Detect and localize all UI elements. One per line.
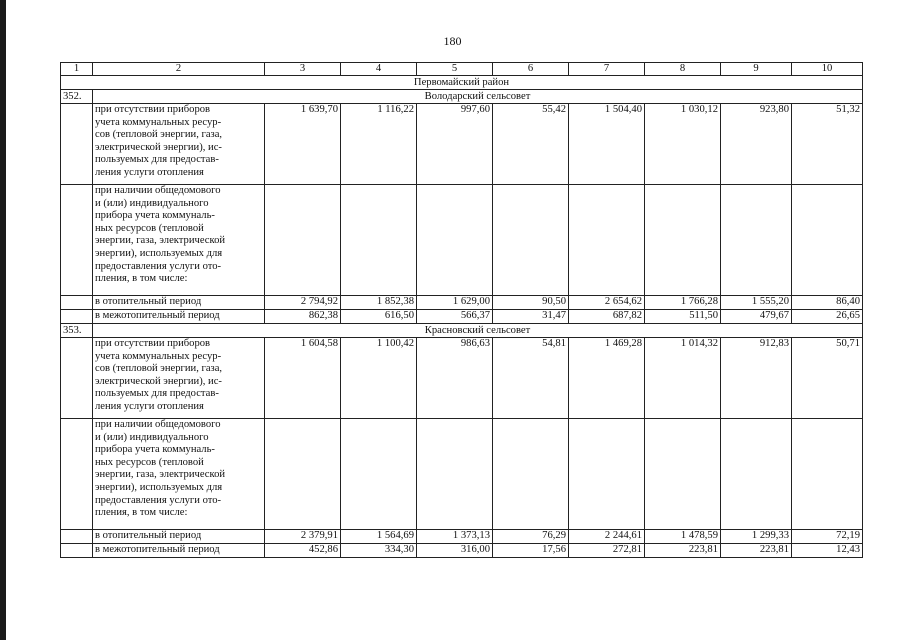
- value-cell-col-5: 1 629,00: [417, 296, 493, 310]
- value-cell-col-8: 1 014,32: [645, 338, 721, 419]
- value-cell-col-4: 1 852,38: [341, 296, 417, 310]
- empty-cell: [61, 544, 93, 558]
- value-cell-col-3: 1 604,58: [265, 338, 341, 419]
- description-line: в отопительный период: [95, 530, 202, 541]
- value-cell-col-7: 687,82: [569, 310, 645, 324]
- row-description: [93, 185, 265, 296]
- description-line: и (или) индивидуального: [95, 431, 209, 443]
- column-number: 3: [265, 63, 341, 76]
- section-number: 353.: [61, 324, 93, 338]
- value-cell-col-6: 31,47: [493, 310, 569, 324]
- value-cell-col-10: 86,40: [792, 296, 863, 310]
- description-line: сов (тепловой энергии, газа,: [95, 129, 223, 141]
- description-line: в межотопительный период: [95, 310, 220, 321]
- value-cell-col-9: 1 299,33: [721, 530, 792, 544]
- empty-cell: [61, 419, 93, 530]
- column-number: 9: [721, 63, 792, 76]
- column-number: 1: [61, 63, 93, 76]
- description-line: электрической энергии), ис-: [95, 375, 222, 387]
- value-cell-col-9: 1 555,20: [721, 296, 792, 310]
- description-line: ных ресурсов (тепловой: [95, 222, 204, 234]
- table-row: [61, 544, 863, 558]
- table-row: [61, 185, 863, 296]
- column-number: 6: [493, 63, 569, 76]
- table-row: [61, 310, 863, 324]
- value-cell-col-10: 51,32: [792, 104, 863, 185]
- table-body: [61, 63, 863, 558]
- value-cell-col-6: 90,50: [493, 296, 569, 310]
- row-description: [93, 530, 265, 544]
- value-cell-col-9: [721, 419, 792, 530]
- empty-cell: [61, 338, 93, 419]
- value-cell-col-9: 923,80: [721, 104, 792, 185]
- value-cell-col-8: [645, 419, 721, 530]
- value-cell-col-5: [417, 185, 493, 296]
- table-row: [61, 338, 863, 419]
- district-row: [61, 76, 863, 90]
- value-cell-col-7: 2 654,62: [569, 296, 645, 310]
- value-cell-col-4: 334,30: [341, 544, 417, 558]
- value-cell-col-10: 50,71: [792, 338, 863, 419]
- value-cell-col-5: 986,63: [417, 338, 493, 419]
- value-cell-col-3: [265, 419, 341, 530]
- table-row: [61, 419, 863, 530]
- description-line: энергии, газа, электрической: [95, 235, 226, 247]
- value-cell-col-3: 1 639,70: [265, 104, 341, 185]
- value-cell-col-3: 452,86: [265, 544, 341, 558]
- table-row: [61, 104, 863, 185]
- row-description: [93, 419, 265, 530]
- value-cell-col-4: 1 100,42: [341, 338, 417, 419]
- description-line: предоставления услуги ото-: [95, 260, 222, 272]
- column-number: 5: [417, 63, 493, 76]
- column-number-row: [61, 63, 863, 76]
- description-line: прибора учета коммуналь-: [95, 210, 215, 222]
- description-line: при наличии общедомового: [95, 419, 221, 430]
- value-cell-col-5: 997,60: [417, 104, 493, 185]
- value-cell-col-7: [569, 419, 645, 530]
- value-cell-col-6: 17,56: [493, 544, 569, 558]
- empty-cell: [61, 530, 93, 544]
- empty-cell: [61, 104, 93, 185]
- value-cell-col-4: [341, 419, 417, 530]
- value-cell-col-9: 912,83: [721, 338, 792, 419]
- scan-edge: [0, 0, 6, 640]
- section-name: Красновский сельсовет: [93, 324, 863, 338]
- value-cell-col-5: [417, 419, 493, 530]
- description-line: электрической энергии), ис-: [95, 141, 222, 153]
- description-line: ления услуги отопления: [95, 166, 204, 178]
- value-cell-col-6: [493, 419, 569, 530]
- value-cell-col-3: 2 794,92: [265, 296, 341, 310]
- value-cell-col-9: 223,81: [721, 544, 792, 558]
- row-description: [93, 544, 265, 558]
- tariff-table: [60, 62, 863, 558]
- value-cell-col-9: [721, 185, 792, 296]
- row-description: [93, 104, 265, 185]
- value-cell-col-3: 862,38: [265, 310, 341, 324]
- value-cell-col-3: 2 379,91: [265, 530, 341, 544]
- description-line: при наличии общедомового: [95, 185, 221, 196]
- value-cell-col-8: [645, 185, 721, 296]
- column-number: 10: [792, 63, 863, 76]
- value-cell-col-5: 1 373,13: [417, 530, 493, 544]
- row-description: [93, 310, 265, 324]
- column-number: 4: [341, 63, 417, 76]
- section-name: Володарский сельсовет: [93, 90, 863, 104]
- value-cell-col-7: 1 504,40: [569, 104, 645, 185]
- description-line: в отопительный период: [95, 296, 202, 307]
- value-cell-col-4: [341, 185, 417, 296]
- column-number: 2: [93, 63, 265, 76]
- row-description: [93, 296, 265, 310]
- value-cell-col-7: 1 469,28: [569, 338, 645, 419]
- description-line: учета коммунальных ресур-: [95, 350, 222, 362]
- value-cell-col-3: [265, 185, 341, 296]
- description-line: при отсутствии приборов: [95, 104, 211, 115]
- description-line: энергии, газа, электрической: [95, 469, 226, 481]
- description-line: предоставления услуги ото-: [95, 494, 222, 506]
- value-cell-col-5: 566,37: [417, 310, 493, 324]
- value-cell-col-4: 1 116,22: [341, 104, 417, 185]
- table-row: [61, 296, 863, 310]
- value-cell-col-4: 616,50: [341, 310, 417, 324]
- description-line: сов (тепловой энергии, газа,: [95, 363, 223, 375]
- row-description: [93, 338, 265, 419]
- description-line: ления услуги отопления: [95, 400, 204, 412]
- description-line: пользуемых для предостав-: [95, 388, 219, 400]
- value-cell-col-5: 316,00: [417, 544, 493, 558]
- value-cell-col-7: 272,81: [569, 544, 645, 558]
- empty-cell: [61, 296, 93, 310]
- description-line: энергии), используемых для: [95, 247, 223, 259]
- empty-cell: [61, 185, 93, 296]
- empty-cell: [61, 310, 93, 324]
- section-number: 352.: [61, 90, 93, 104]
- value-cell-col-8: 1 478,59: [645, 530, 721, 544]
- value-cell-col-7: [569, 185, 645, 296]
- description-line: учета коммунальных ресур-: [95, 116, 222, 128]
- page-number: 180: [443, 34, 462, 48]
- value-cell-col-6: 54,81: [493, 338, 569, 419]
- description-line: и (или) индивидуального: [95, 197, 209, 209]
- description-line: пления, в том числе:: [95, 507, 188, 519]
- section-header-row: [61, 90, 863, 104]
- value-cell-col-8: 1 766,28: [645, 296, 721, 310]
- district-title: Первомайский район: [61, 76, 863, 90]
- value-cell-col-10: 12,43: [792, 544, 863, 558]
- table-row: [61, 530, 863, 544]
- description-line: энергии), используемых для: [95, 481, 223, 493]
- value-cell-col-7: 2 244,61: [569, 530, 645, 544]
- value-cell-col-9: 479,67: [721, 310, 792, 324]
- description-line: при отсутствии приборов: [95, 338, 211, 349]
- value-cell-col-10: [792, 185, 863, 296]
- description-line: пления, в том числе:: [95, 273, 188, 285]
- value-cell-col-6: 76,29: [493, 530, 569, 544]
- value-cell-col-10: 72,19: [792, 530, 863, 544]
- value-cell-col-8: 1 030,12: [645, 104, 721, 185]
- description-line: пользуемых для предостав-: [95, 154, 219, 166]
- value-cell-col-10: 26,65: [792, 310, 863, 324]
- column-number: 7: [569, 63, 645, 76]
- section-header-row: [61, 324, 863, 338]
- value-cell-col-6: 55,42: [493, 104, 569, 185]
- value-cell-col-8: 511,50: [645, 310, 721, 324]
- description-line: ных ресурсов (тепловой: [95, 456, 204, 468]
- value-cell-col-4: 1 564,69: [341, 530, 417, 544]
- description-line: в межотопительный период: [95, 544, 220, 555]
- value-cell-col-8: 223,81: [645, 544, 721, 558]
- value-cell-col-10: [792, 419, 863, 530]
- column-number: 8: [645, 63, 721, 76]
- description-line: прибора учета коммуналь-: [95, 444, 215, 456]
- value-cell-col-6: [493, 185, 569, 296]
